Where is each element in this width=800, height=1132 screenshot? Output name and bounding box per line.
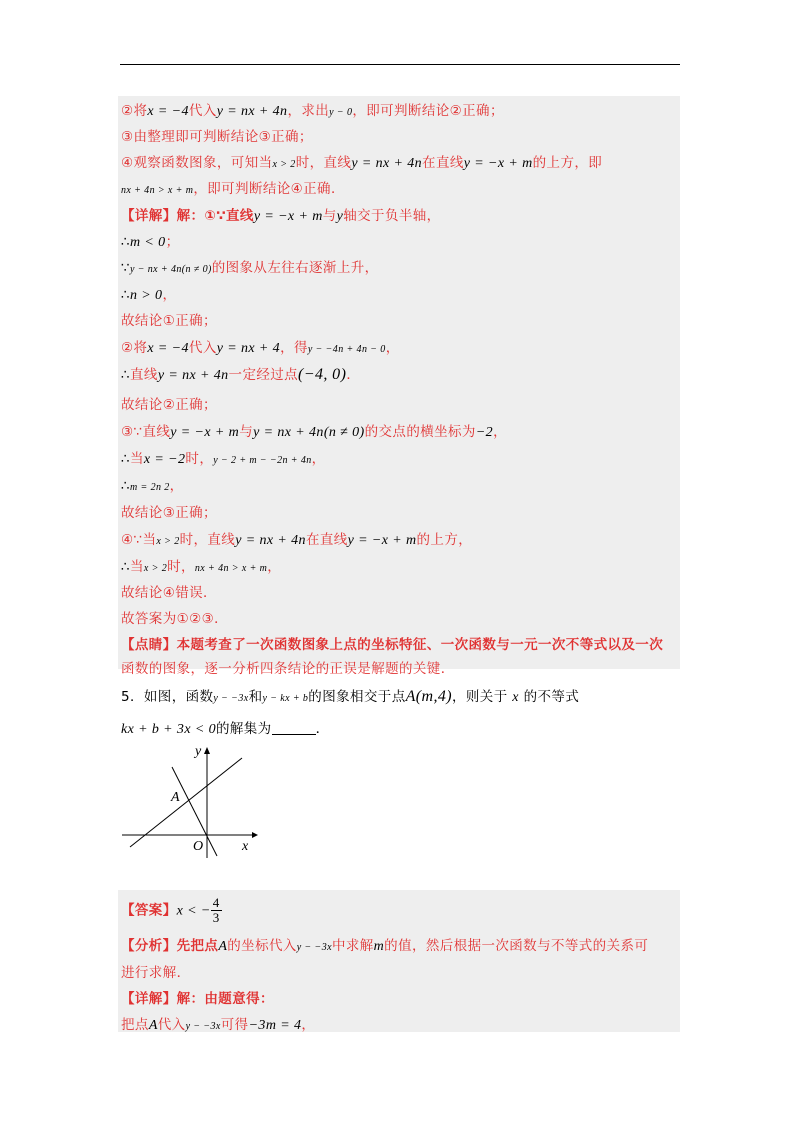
text-segment: 故答案为①②③．: [121, 611, 229, 627]
math-expression: x > 2: [272, 159, 296, 170]
math-expression: y = −x + m: [253, 209, 323, 224]
text-segment: 【点睛】本题考查了一次函数图象上点的坐标特征、一次函数与一元一次不等式以及一次: [121, 637, 664, 653]
text-segment: 时，直线: [179, 532, 236, 548]
math-expression: A: [218, 939, 228, 954]
math-expression: x > 2: [156, 536, 180, 547]
text-line-l20: [121, 606, 228, 632]
math-expression: y = nx + 4n: [235, 533, 306, 548]
text-segment: 与: [239, 424, 254, 440]
text-segment: 中求解: [331, 938, 374, 954]
math-expression: A(m,4): [405, 688, 452, 705]
text-segment: 轴交于负半轴，: [343, 208, 441, 224]
text-segment: ，则关于: [452, 689, 513, 705]
fraction-numerator: 4: [212, 895, 220, 910]
text-line-l5: [121, 203, 441, 229]
text-segment: ④观察函数图象，可知当: [121, 155, 273, 171]
text-line-l27: [121, 960, 191, 986]
text-segment: ，即可判断结论④正确．: [193, 181, 345, 197]
math-expression: (−4, 0): [298, 366, 347, 383]
text-segment: ∴: [121, 559, 130, 575]
text-segment: ，得: [280, 340, 308, 356]
text-segment: 【详解】解：①∵直线: [121, 208, 254, 224]
text-segment: 故结论②正确；: [121, 397, 217, 413]
math-expression: y − −3x: [213, 693, 249, 704]
text-segment: ，求出: [287, 103, 330, 119]
text-line-l6: [121, 229, 179, 255]
math-expression: kx + b + 3x < 0: [121, 722, 216, 737]
text-line-l15: [121, 473, 184, 499]
math-expression: nx + 4n > x + m: [121, 185, 194, 196]
math-expression: m: [373, 939, 385, 954]
math-expression: x = −4: [147, 341, 189, 356]
math-expression: x = −4: [147, 104, 189, 119]
math-expression: y = nx + 4n: [351, 156, 423, 171]
text-segment: 的图象从左往右逐渐上升，: [211, 260, 379, 276]
text-line-l24: [121, 716, 330, 742]
text-line-l17: [121, 527, 472, 553]
math-expression: y: [336, 209, 344, 224]
text-segment: ∵: [121, 260, 130, 276]
text-segment: 在直线: [305, 532, 348, 548]
text-segment: 直线: [130, 367, 158, 383]
text-segment: ，: [311, 451, 326, 467]
text-segment: 的不等式: [518, 689, 580, 705]
text-segment: 故结论④错误．: [121, 585, 217, 601]
text-segment: ∴: [121, 451, 130, 467]
text-segment: 当: [130, 451, 144, 467]
math-expression: y = −x + m: [463, 156, 533, 171]
math-expression: m < 0: [130, 235, 166, 250]
math-expression: y − 0: [329, 107, 353, 118]
text-line-l7: [121, 255, 379, 281]
text-line-l21: [121, 632, 663, 658]
x-axis-arrow: [252, 832, 258, 838]
text-segment: ．: [346, 367, 361, 383]
text-segment: ，: [385, 340, 400, 356]
text-segment: 把点: [121, 1017, 149, 1033]
math-expression: y − −3x: [185, 1021, 221, 1032]
math-expression: y = nx + 4n: [157, 368, 229, 383]
line-y-kx-b: [130, 758, 242, 847]
point-a-label: A: [171, 790, 180, 805]
text-segment: 代入: [188, 103, 217, 119]
text-line-l22: [121, 656, 455, 682]
math-expression: −3m = 4: [248, 1018, 302, 1033]
fraction-denominator: 3: [212, 910, 220, 925]
text-line-l3: [121, 150, 602, 176]
text-segment: ，: [267, 559, 282, 575]
text-segment: 当: [130, 559, 144, 575]
text-segment: 进行求解．: [121, 965, 191, 981]
text-line-l4: [121, 176, 345, 202]
text-segment: ，: [169, 478, 184, 494]
text-segment: 可得: [220, 1017, 249, 1033]
text-segment: 的上方，: [416, 532, 473, 548]
text-segment: ，: [301, 1017, 316, 1033]
math-expression: y − 2 + m − −2n + 4n: [213, 455, 312, 466]
text-segment: ∴: [121, 478, 130, 494]
math-expression: y = nx + 4n(n ≠ 0): [253, 425, 365, 440]
text-segment: ③∵直线: [121, 424, 171, 440]
math-expression: y − nx + 4n(n ≠ 0): [130, 264, 212, 275]
math-expression: y − −4n + 4n − 0: [307, 344, 386, 355]
header-rule: [120, 64, 680, 65]
text-line-l2: [121, 124, 313, 150]
text-line-l9: [121, 308, 217, 334]
text-segment: 一定经过点: [228, 367, 299, 383]
text-segment: ∴: [121, 367, 130, 383]
text-line-l29: [121, 1012, 315, 1038]
text-line-l18: [121, 554, 281, 580]
text-line-l13: [121, 419, 507, 445]
text-segment: 的值，然后根据一次函数与不等式的关系可: [384, 938, 649, 954]
text-line-l11: [121, 362, 360, 388]
math-expression: y − kx + b: [262, 693, 309, 704]
text-segment: ，即可判断结论②正确；: [352, 103, 504, 119]
text-segment: ．: [315, 721, 330, 737]
text-segment: ，: [493, 424, 507, 440]
text-segment: 时，: [185, 451, 214, 467]
text-segment: ③由整理即可判断结论③正确；: [121, 129, 313, 145]
math-expression: −2: [475, 425, 494, 440]
text-line-l19: [121, 580, 217, 606]
math-expression: y = nx + 4n: [216, 104, 288, 119]
y-axis-arrow: [204, 747, 210, 754]
text-segment: ∴: [121, 287, 130, 303]
function-graph: [118, 740, 258, 860]
math-expression: y = −x + m: [170, 425, 240, 440]
text-segment: ；: [165, 234, 180, 250]
y-axis-label: y: [195, 744, 202, 759]
text-segment: 与: [322, 208, 337, 224]
math-expression: y = nx + 4: [216, 341, 281, 356]
text-segment: ④∵当: [121, 532, 157, 548]
text-segment: 函数的图象，逐一分析四条结论的正误是解题的关键．: [121, 661, 455, 677]
text-line-l1: [121, 98, 504, 124]
text-segment: 代入: [188, 340, 217, 356]
text-segment: 的上方，即: [532, 155, 603, 171]
math-expression: n > 0: [130, 288, 163, 303]
math-expression: x = −2: [143, 452, 186, 467]
text-line-l25: [121, 895, 222, 925]
text-segment: 【分析】先把点: [121, 938, 219, 954]
text-segment: 时，: [167, 559, 195, 575]
text-segment: 和: [248, 689, 263, 705]
text-segment: 的交点的横坐标为: [364, 424, 476, 440]
text-segment: 故结论①正确；: [121, 313, 217, 329]
text-line-l16: [121, 500, 217, 526]
text-segment: ②将: [121, 103, 148, 119]
x-axis-label: x: [242, 839, 249, 854]
text-line-l14: [121, 446, 326, 472]
text-segment: ∴: [121, 234, 130, 250]
text-segment: 【详解】解：由题意得：: [121, 991, 274, 1007]
math-expression: nx + 4n > x + m: [194, 563, 268, 574]
text-segment: 5．如图，函数: [121, 689, 214, 705]
math-expression: x < −: [176, 903, 211, 919]
text-line-l23: [121, 684, 579, 710]
text-line-l8: [121, 282, 176, 308]
text-segment: 的图象相交于点: [308, 689, 406, 705]
text-segment: 代入: [157, 1017, 186, 1033]
text-line-l10: [121, 335, 400, 361]
text-line-l12: [121, 392, 217, 418]
text-segment: 的解集为: [215, 721, 272, 737]
text-segment: ②将: [121, 340, 148, 356]
math-expression: m = 2n 2: [130, 482, 170, 493]
text-segment: 的坐标代入: [227, 938, 297, 954]
math-expression: x > 2: [143, 563, 168, 574]
answer-blank: [272, 721, 316, 735]
text-segment: 时，直线: [295, 155, 352, 171]
math-expression: y = −x + m: [347, 533, 417, 548]
text-line-l28: [121, 986, 274, 1012]
origin-label: O: [193, 839, 204, 854]
text-line-l26: [121, 933, 648, 959]
text-segment: ，: [162, 287, 177, 303]
math-expression: y − −3x: [296, 942, 332, 953]
math-expression: x: [512, 690, 519, 705]
math-expression: A: [148, 1018, 158, 1033]
text-segment: 在直线: [422, 155, 464, 171]
text-segment: 【答案】: [121, 902, 177, 919]
text-segment: 故结论③正确；: [121, 505, 217, 521]
fraction: [211, 896, 222, 925]
